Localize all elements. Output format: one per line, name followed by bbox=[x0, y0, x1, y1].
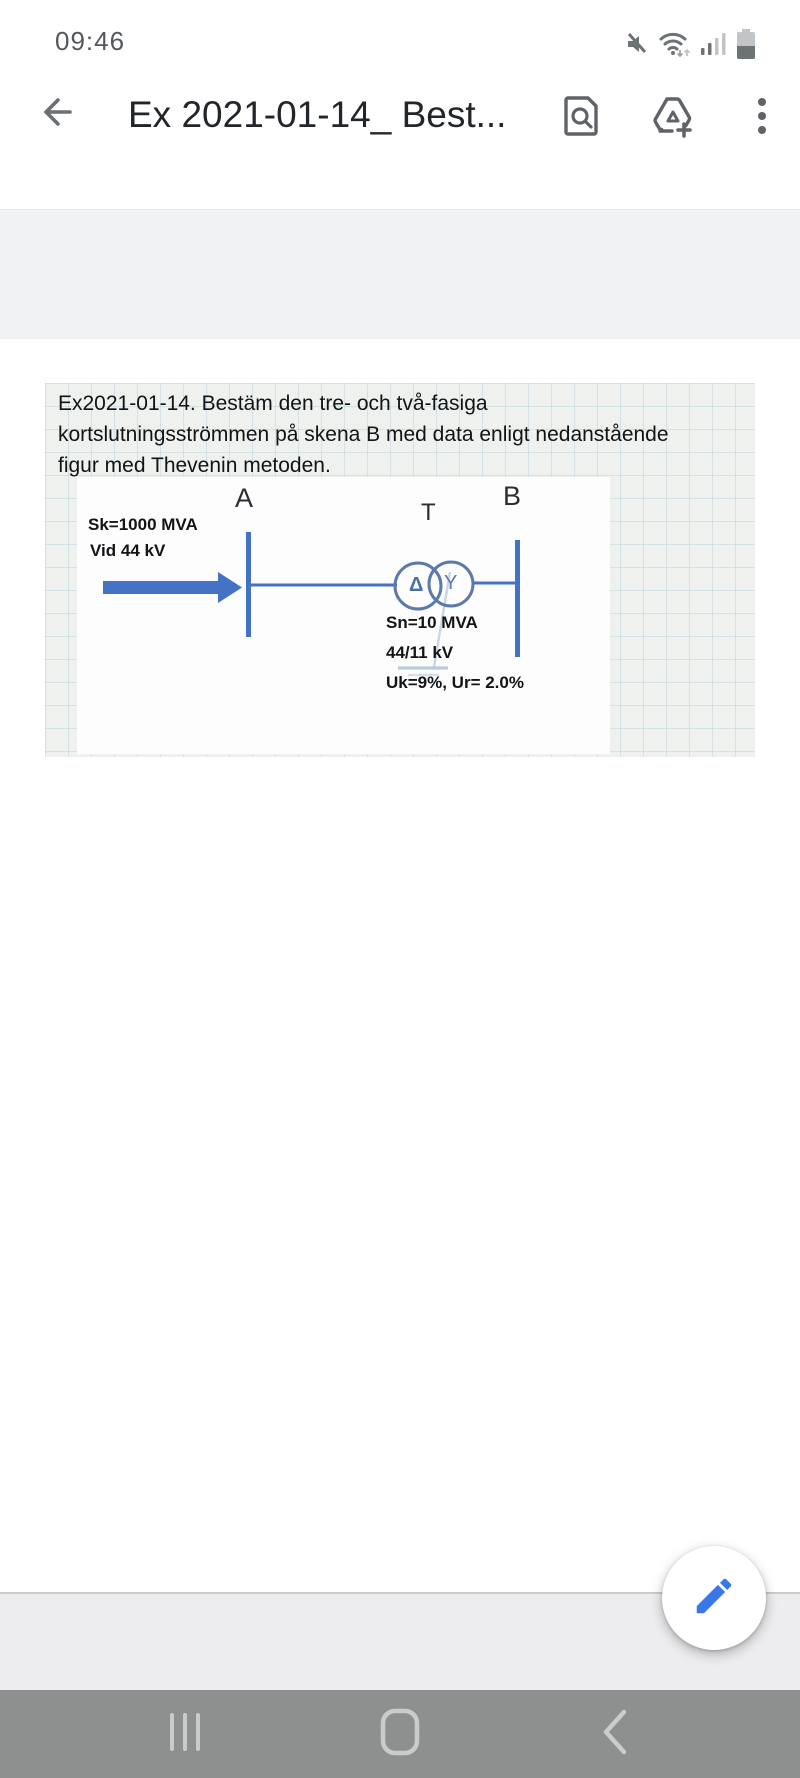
transformer-data-line3: Uk=9%, Ur= 2.0% bbox=[386, 673, 524, 692]
status-bar bbox=[0, 0, 800, 78]
overflow-menu-icon bbox=[736, 129, 788, 146]
problem-line: Ex2021-01-14. Bestäm den tre- och två-fasiga bbox=[58, 392, 488, 415]
pencil-icon bbox=[691, 1573, 737, 1624]
transformer-label: T bbox=[421, 499, 436, 526]
overflow-menu-button[interactable] bbox=[736, 90, 788, 142]
circuit-figure bbox=[77, 477, 610, 754]
find-in-document-icon bbox=[556, 129, 608, 146]
home-icon bbox=[379, 1708, 421, 1761]
wye-winding-symbol: Y bbox=[444, 572, 458, 594]
source-label-line2: Vid 44 kV bbox=[90, 541, 166, 560]
viewer-background-band bbox=[0, 209, 800, 339]
bus-a-label: A bbox=[235, 483, 254, 513]
wifi-icon bbox=[658, 29, 692, 64]
bus-b-label: B bbox=[503, 481, 522, 511]
document-page[interactable] bbox=[0, 339, 800, 1592]
infeed-arrow bbox=[103, 581, 219, 594]
source-label-line1: Sk=1000 MVA bbox=[88, 515, 198, 534]
delta-winding-symbol: Δ bbox=[409, 574, 424, 596]
problem-line: kortslutningsströmmen på skena B med data enligt nedanstående bbox=[58, 423, 669, 446]
drive-add-icon bbox=[646, 129, 698, 146]
back-arrow-icon bbox=[38, 119, 76, 136]
add-people-button[interactable] bbox=[646, 90, 698, 142]
mute-icon bbox=[625, 31, 651, 62]
home-button[interactable] bbox=[365, 1704, 435, 1764]
app-bar bbox=[0, 78, 800, 209]
back-button[interactable] bbox=[38, 92, 76, 132]
back-icon bbox=[598, 1708, 632, 1761]
transformer-data-line2: 44/11 kV bbox=[386, 643, 454, 662]
recents-button[interactable] bbox=[150, 1704, 220, 1764]
battery-icon bbox=[734, 28, 758, 65]
navigation-bar bbox=[0, 1690, 800, 1778]
recents-icon bbox=[168, 1709, 202, 1760]
back-nav-button[interactable] bbox=[580, 1704, 650, 1764]
grid-paper-region bbox=[45, 383, 755, 757]
edit-fab-button[interactable] bbox=[662, 1546, 766, 1650]
status-icons bbox=[625, 30, 758, 62]
transformer-data-line1: Sn=10 MVA bbox=[386, 613, 478, 632]
status-time: 09:46 bbox=[55, 26, 126, 56]
problem-text bbox=[58, 388, 718, 481]
problem-line: figur med Thevenin metoden. bbox=[58, 454, 331, 477]
find-in-document-button[interactable] bbox=[556, 90, 608, 142]
signal-icon bbox=[699, 30, 727, 63]
document-title: Ex 2021-01-14_ Best... bbox=[128, 94, 507, 135]
